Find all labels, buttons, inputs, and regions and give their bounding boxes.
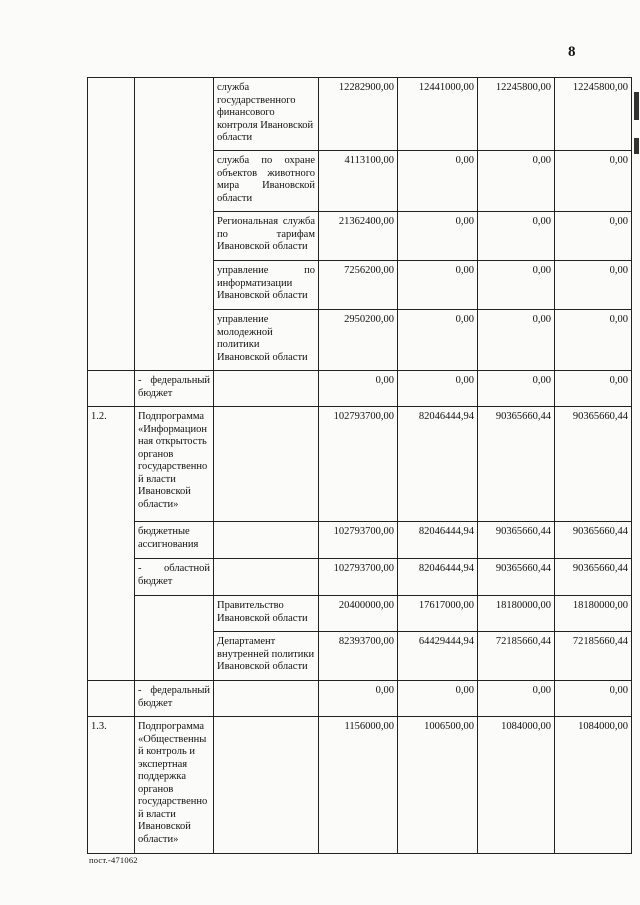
budget-table — [87, 77, 632, 854]
value-cell: 2950200,00 — [319, 310, 398, 371]
code-cell-empty — [88, 681, 135, 717]
value-cell: 12245800,00 — [555, 78, 632, 151]
table-row — [88, 596, 632, 632]
value-cell: 1156000,00 — [319, 717, 398, 854]
table-row — [88, 407, 632, 522]
value-cell: 1084000,00 — [478, 717, 555, 854]
value-cell: 0,00 — [555, 310, 632, 371]
value-cell: 0,00 — [478, 212, 555, 261]
value-cell: 102793700,00 — [319, 522, 398, 559]
value-cell: 0,00 — [319, 371, 398, 407]
value-cell: 0,00 — [555, 681, 632, 717]
table-row — [88, 681, 632, 717]
value-cell: 12282900,00 — [319, 78, 398, 151]
value-cell: 0,00 — [478, 681, 555, 717]
table-row — [88, 78, 632, 151]
table-row — [88, 522, 632, 559]
value-cell: 18180000,00 — [478, 596, 555, 632]
value-cell: 0,00 — [319, 681, 398, 717]
executor-cell: служба государственного финансового контроля Ивановской области — [214, 78, 319, 151]
value-cell: 0,00 — [398, 371, 478, 407]
value-cell: 102793700,00 — [319, 559, 398, 596]
value-cell: 0,00 — [555, 261, 632, 310]
code-cell-empty — [88, 78, 135, 371]
subprogram-code: 1.3. — [88, 717, 135, 854]
subprogram-title: Подпрограмма «Информацион ная открытость органов государственно й власти Ивановской области» — [135, 407, 214, 522]
value-cell: 21362400,00 — [319, 212, 398, 261]
value-cell: 7256200,00 — [319, 261, 398, 310]
value-cell: 12441000,00 — [398, 78, 478, 151]
label-cell-empty — [135, 596, 214, 681]
subprogram-code: 1.2. — [88, 407, 135, 681]
value-cell: 0,00 — [398, 261, 478, 310]
value-cell: 0,00 — [478, 261, 555, 310]
executor-cell: Региональная служба по тарифам Ивановской области — [214, 212, 319, 261]
executor-cell: управление по информатизации Ивановской области — [214, 261, 319, 310]
label-cell-empty — [135, 78, 214, 371]
value-cell: 0,00 — [398, 310, 478, 371]
executor-cell-empty — [214, 371, 319, 407]
value-cell: 0,00 — [398, 151, 478, 212]
value-cell: 90365660,44 — [555, 407, 632, 522]
value-cell: 0,00 — [555, 212, 632, 261]
value-cell: 72185660,44 — [555, 632, 632, 681]
value-cell: 82046444,94 — [398, 522, 478, 559]
scan-edge-mark — [634, 138, 639, 154]
executor-cell-empty — [214, 407, 319, 522]
value-cell: 1006500,00 — [398, 717, 478, 854]
page-number: 8 — [568, 44, 576, 60]
executor-cell: Правительство Ивановской области — [214, 596, 319, 632]
executor-cell: служба по охране объектов животного мира Ивановской области — [214, 151, 319, 212]
value-cell: 102793700,00 — [319, 407, 398, 522]
value-cell: 0,00 — [555, 371, 632, 407]
budget-label: бюджетные ассигнования — [135, 522, 214, 559]
scan-edge-mark — [634, 92, 639, 120]
table-row — [88, 371, 632, 407]
value-cell: 90365660,44 — [478, 559, 555, 596]
code-cell-empty — [88, 371, 135, 407]
value-cell: 82046444,94 — [398, 407, 478, 522]
value-cell: 90365660,44 — [555, 559, 632, 596]
value-cell: 0,00 — [478, 371, 555, 407]
executor-cell-empty — [214, 522, 319, 559]
value-cell: 72185660,44 — [478, 632, 555, 681]
executor-cell: управление молодежной политики Ивановской области — [214, 310, 319, 371]
value-cell: 0,00 — [398, 212, 478, 261]
value-cell: 82393700,00 — [319, 632, 398, 681]
value-cell: 0,00 — [398, 681, 478, 717]
budget-label: - федеральный бюджет — [135, 681, 214, 717]
budget-label: - федеральный бюджет — [135, 371, 214, 407]
table-row — [88, 717, 632, 854]
value-cell: 0,00 — [555, 151, 632, 212]
executor-cell-empty — [214, 681, 319, 717]
value-cell: 82046444,94 — [398, 559, 478, 596]
value-cell: 17617000,00 — [398, 596, 478, 632]
value-cell: 12245800,00 — [478, 78, 555, 151]
table-row — [88, 559, 632, 596]
executor-cell-empty — [214, 717, 319, 854]
value-cell: 90365660,44 — [478, 522, 555, 559]
value-cell: 20400000,00 — [319, 596, 398, 632]
value-cell: 0,00 — [478, 151, 555, 212]
value-cell: 90365660,44 — [478, 407, 555, 522]
value-cell: 90365660,44 — [555, 522, 632, 559]
value-cell: 1084000,00 — [555, 717, 632, 854]
document-footer-code: пост.-471062 — [89, 855, 138, 865]
executor-cell: Департамент внутренней политики Ивановской области — [214, 632, 319, 681]
executor-cell-empty — [214, 559, 319, 596]
subprogram-title: Подпрограмма «Общественны й контроль и экспертная поддержка органов государственно й власти Ивановской области» — [135, 717, 214, 854]
budget-label: - областной бюджет — [135, 559, 214, 596]
value-cell: 18180000,00 — [555, 596, 632, 632]
value-cell: 4113100,00 — [319, 151, 398, 212]
value-cell: 0,00 — [478, 310, 555, 371]
value-cell: 64429444,94 — [398, 632, 478, 681]
